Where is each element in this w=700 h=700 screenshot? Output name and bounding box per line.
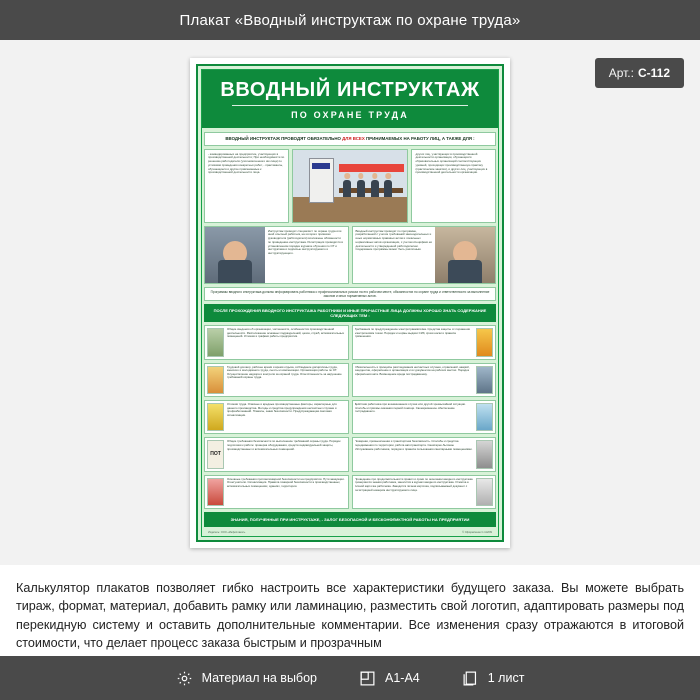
- person-figure: [371, 180, 379, 197]
- topic-text: Пожарная, промышленная и транспортная безопасность. Способы и средства передвижения по территории, работа автотранспорта. Санитарно-бытовое обслуживание работников, порядок и правила пользования санитарными помещениями.: [354, 440, 473, 451]
- topic-item: [204, 475, 349, 509]
- first-aid-icon: [476, 403, 493, 431]
- door-sign: [312, 163, 330, 170]
- spec-format-label: А1-А4: [385, 671, 420, 685]
- poster-lead: [204, 132, 496, 146]
- topic-text: Общие сведения об организации, численности, особенностях производственной деятельности. Расположение основных подразделений, цехов, служб, вспомогательных помещений. Условия и графики работы предприятия.: [227, 328, 344, 339]
- poster-col-left: - командированных на предприятие, участвующих в производственной деятельности; При необходимости по решению работодателя (уполномоченного им лица) по условиям проведения конкретных работ, - практиканты, обучающиеся и другие привлекаемые к производственной деятельности лица.: [204, 149, 289, 223]
- poster-card-instructor: [204, 226, 349, 284]
- topic-item: [352, 437, 497, 471]
- topic-item: [352, 400, 497, 434]
- topics-column-left: [204, 325, 349, 509]
- poster-top-row: [204, 149, 496, 223]
- topic-text: Проведение про продолжительности правил и сроки по окончании вводного инструктажа проверяются знания работника, заносится в журнал вводного инструктажа. Отметка в личной карточке работника. Заводится личная карточка, подписываемый документ с регистрацией номером инструктируемого лица.: [354, 477, 473, 492]
- poster-col-right: других лиц, участвующих в производственной деятельности организации, обучающихся образовательных организаций соответствующих уровней, проходящих производственную практику (практические занятия), и других лиц, участвующих в производственной деятельности организации.: [411, 149, 496, 223]
- poster-image[interactable]: [190, 58, 510, 548]
- spec-bar: [0, 656, 700, 700]
- poster-title-block: [202, 70, 498, 128]
- lead-highlight: ДЛЯ ВСЕХ: [342, 136, 365, 141]
- poster-body: [198, 128, 502, 540]
- poster-topics: [204, 325, 496, 509]
- topics-column-right: [352, 325, 497, 509]
- spec-sheets-label: 1 лист: [487, 671, 525, 685]
- topic-text: Основные требования противопожарной безопасности на предприятии. Пути эвакуации. Огнетушители. Сигнализация. Правила пожарной безопасности в производственных, вспомогательных помещениях, зданиях, территории.: [227, 477, 345, 488]
- person-figure: [384, 180, 392, 197]
- credit-right: © Оформление С-112/09: [462, 531, 492, 534]
- person-figure: [357, 180, 365, 197]
- poster-cards-row: [204, 226, 496, 284]
- article-label: Арт.:: [608, 66, 634, 80]
- lead-prefix: ВВОДНЫЙ ИНСТРУКТАЖ ПРОВОДЯТ ОБЯЗАТЕЛЬНО: [225, 136, 341, 141]
- topic-item: [352, 363, 497, 397]
- title-divider: [232, 105, 468, 106]
- topic-text: Обязательность и принципы расследования несчастных случаев, отравлений, аварий, инцидентов, оформление и организация и их документов на рабочих местах. Порядок оформления акта. Возмещение вреда пострадавшему.: [354, 365, 470, 376]
- description-text: Калькулятор плакатов позволяет гибко настроить все характеристики будущего заказа. Вы можете выбрать тираж, формат, материал, добавить рамку или ламинацию, разместить свой логотип, адаптировать размеры под перекидную систему и оставить дополнительные комментарии. Все изменения сразу отражаются в итоговой стоимости, что делает процесс заказа быстрым и прозрачным: [16, 581, 684, 650]
- hazard-icon: [207, 403, 224, 431]
- ppe-icon: [476, 328, 493, 356]
- instructor-photo: [205, 227, 265, 283]
- topic-text: Условия труда. Опасные и вредные производственные факторы, характерные для данного производства. Методы и средства предупреждения несчастных случаев и профзаболеваний. Плакаты, знаки безопасности. Предупреждающая световая сигнализация.: [227, 402, 337, 417]
- article-badge: [595, 58, 684, 88]
- hygiene-icon: [476, 440, 493, 468]
- gear-icon: [176, 670, 193, 687]
- topic-text: Общие требования безопасности по выполнению требований охраны труда. Порядок подготовки к работе: проверка оборудования, средств индивидуальной защиты, производственных и вспомогательных помещений.: [227, 440, 341, 451]
- instructor-text: Инструктаж проводит специалист по охране труда или иной опытный работник, на которого приказом руководителя (работодателя) возложены обязанности по проведению инструктажа. Регистрация проводится в установленном порядке журнале обучения по ОТ и инструктажа и подписью инструктируемого и инструктирующего.: [267, 228, 343, 256]
- topic-text: Действия работника при возникновении случая или другой чрезвычайной ситуации. Способы и приёмы оказания первой помощи. Своевременное обеспечение пострадавшего.: [354, 402, 466, 414]
- program-text: Вводный инструктаж проводят по программе, разработанной с учетом требований законодательных и иных нормативных правовых актов и локальных нормативных актов организации, с учетом специфики её деятельности и утвержденной работодателем. Содержание программы может быть различным.: [355, 228, 433, 252]
- arrow-banner: [339, 164, 404, 172]
- poster-card-program: [352, 226, 497, 284]
- spec-sheets: [462, 670, 525, 687]
- poster-section-header: ПОСЛЕ ПРОХОЖДЕНИЯ ВВОДНОГО ИНСТРУКТАЖА РАБОТНИКИ И ИНЫЕ ПРИЧАСТНЫЕ ЛИЦА ДОЛЖНЫ ХОРОШО ЗНАТЬ СОДЕРЖАНИЕ СЛЕДУЮЩИХ ТЕМ :: [204, 304, 496, 322]
- spec-material-label: Материал на выбор: [201, 671, 317, 685]
- format-icon: [359, 670, 376, 687]
- topic-item: [352, 475, 497, 509]
- labor-law-icon: [207, 366, 224, 394]
- topic-text: Требования по предупреждению электротравматизма. Средства защиты от поражения электрическим током. Порядок и нормы выдачи СИЗ, сроки носки и правила применения.: [354, 328, 470, 339]
- topic-item: [352, 325, 497, 359]
- topic-item: [204, 400, 349, 434]
- sheet-icon: [462, 670, 479, 687]
- credit-left: Издатель: ООО «Инфоплакат»: [208, 531, 246, 534]
- poster-title-sub: ПО ОХРАНЕ ТРУДА: [291, 110, 409, 120]
- fire-safety-icon: [207, 478, 224, 506]
- topic-item: [204, 437, 349, 471]
- lead-suffix: ПРИНИМАЕМЫХ НА РАБОТУ ЛИЦ, А ТАКЖЕ ДЛЯ :: [366, 136, 475, 141]
- topic-text: Трудовой договор, рабочее время и время отдыха, соблюдение дисциплины труда, женского и молодёжного труда, льготы и компенсации. Организация работы по ОТ. Осуществление надзора и контроля за охраной труда. Ответственность за нарушение требований охраны труда.: [227, 365, 342, 380]
- spec-format: [359, 670, 420, 687]
- topic-item: [204, 325, 349, 359]
- page-title: Плакат «Вводный инструктаж по охране труда»: [179, 11, 521, 29]
- poster-note: Программы вводного инструктажа должны информировать работника о профессиональных рисках на его рабочем месте, обязанностях по охране труда и ответственности за выполнение законов и иных нормативных актов.: [204, 287, 496, 302]
- audience-photo: [435, 227, 495, 283]
- spec-material: [176, 670, 317, 687]
- door-icon: [309, 158, 334, 203]
- article-value: С-112: [637, 66, 670, 80]
- pot-icon: ПОТ: [207, 440, 224, 468]
- poster-illustration-room: [292, 149, 409, 223]
- poster-stage: [0, 40, 700, 565]
- poster-title-main: ВВОДНЫЙ ИНСТРУКТАЖ: [220, 79, 480, 101]
- topic-item: [204, 363, 349, 397]
- poster-canvas: [196, 64, 504, 542]
- accident-report-icon: [476, 366, 493, 394]
- general-info-icon: [207, 328, 224, 356]
- document-icon: [476, 478, 493, 506]
- person-figure: [343, 180, 351, 197]
- poster-credits: [204, 530, 496, 536]
- poster-footer-banner: ЗНАНИЯ, ПОЛУЧЕННЫЕ ПРИ ИНСТРУКТАЖЕ, - ЗАЛОГ БЕЗОПАСНОЙ И БЕСКОНФЛИКТНОЙ РАБОТЫ НА ПРЕДПРИЯТИИ: [204, 512, 496, 527]
- page-header: [0, 0, 700, 40]
